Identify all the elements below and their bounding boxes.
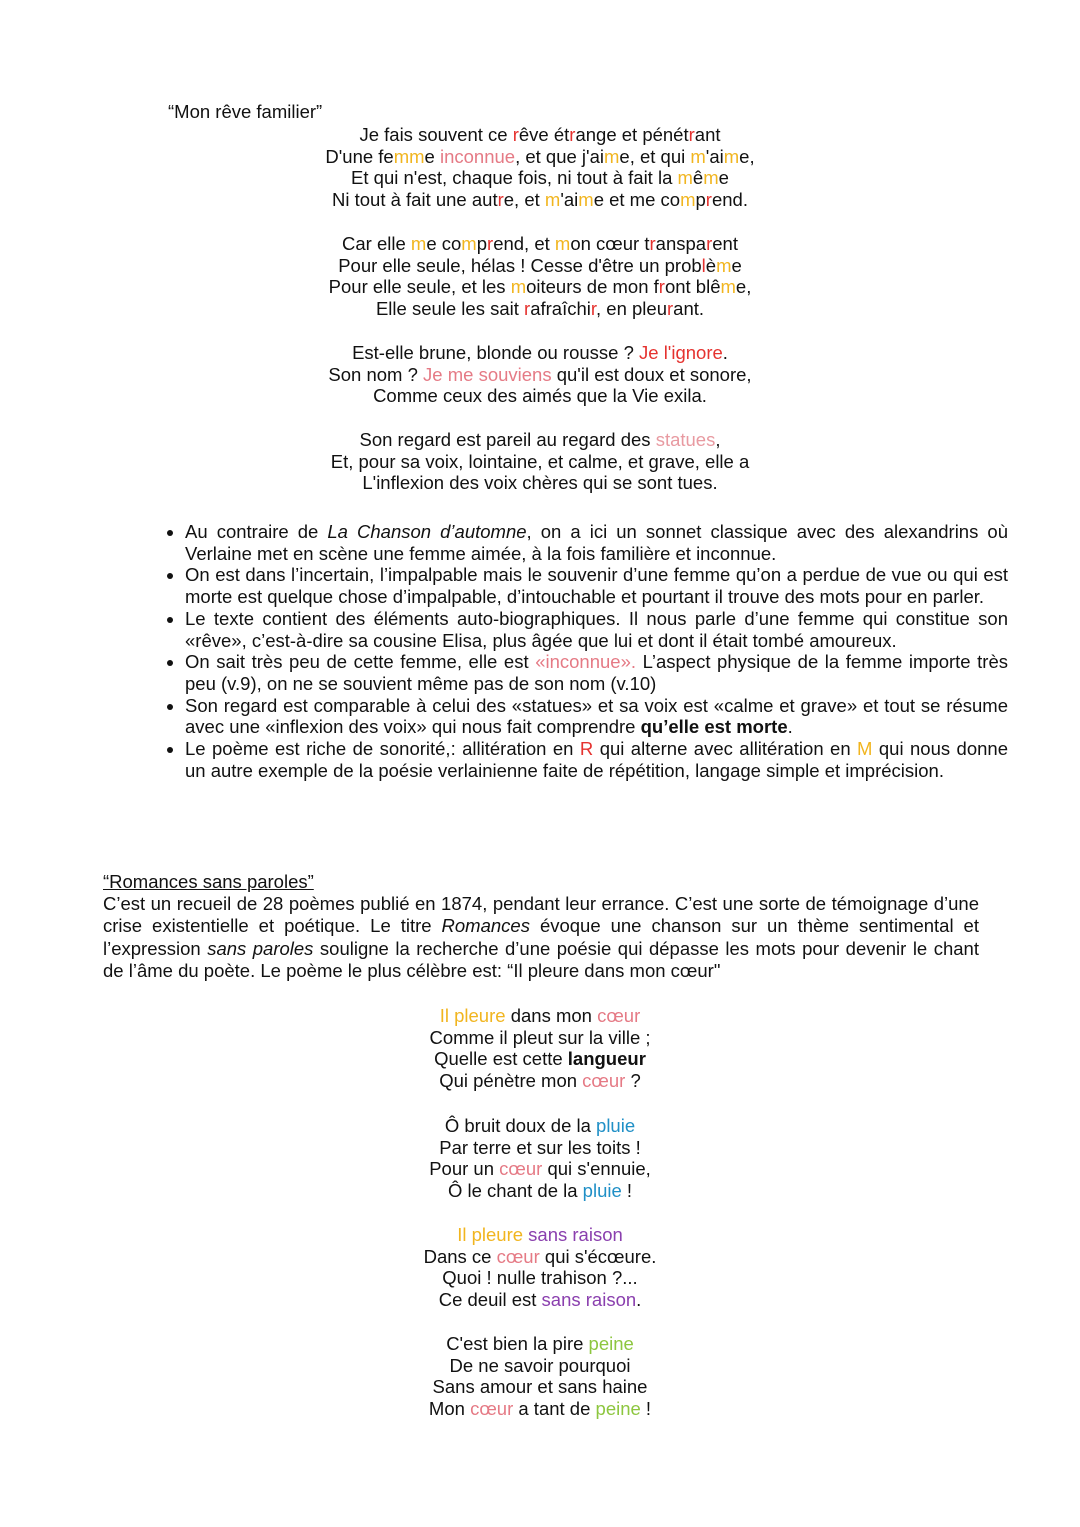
text-run: dans mon: [505, 1005, 598, 1026]
poem-line: [0, 124, 1080, 146]
poem-line: [0, 1398, 1080, 1420]
bullet-item: [185, 695, 1008, 738]
text-run: Comme ceux des aimés que la Vie exila.: [373, 385, 707, 407]
poem-line: [0, 233, 1080, 255]
poem-line: [0, 276, 1080, 298]
text-run: m: [554, 233, 571, 254]
text-run: .: [787, 716, 793, 738]
text-run: Et, pour sa voix, lointaine, et calme, et grave, elle a: [330, 450, 750, 472]
text-run: cœur: [470, 1398, 514, 1420]
text-run: r: [524, 298, 531, 320]
text-run: m: [723, 145, 740, 167]
text-run: Pour un: [429, 1158, 500, 1180]
text-run: m: [680, 189, 696, 211]
text-run: Je me souviens: [423, 363, 552, 385]
text-run: qui nous donne un autre exemple de la poésie verlainienne faite de répétition, langage simple et imprécision.: [185, 738, 1008, 781]
text-run: Son regard est pareil au regard des: [359, 429, 656, 450]
poem-line: [0, 1005, 1080, 1027]
poem-mon-reve-familier-stanza-1: [0, 124, 1080, 211]
poem-line: [0, 1137, 1080, 1159]
text-run: On est dans l’incertain, l’impalpable mais le souvenir d’une femme qu’on a perdue de vue ou qui est morte est quelque chose d’impalpable, d’intouchable et pourtant il trouve des mots pour en parler.: [185, 564, 1008, 608]
text-run: Pour elle seule, et les: [328, 276, 511, 298]
text-run: r: [706, 233, 713, 254]
poem-line: [0, 1158, 1080, 1180]
poem-line: [0, 364, 1080, 386]
text-run: Quelle est cette: [434, 1048, 568, 1070]
bullet-item: [185, 521, 1008, 564]
text-run: r: [590, 298, 597, 320]
text-run: m: [544, 189, 561, 211]
text-run: Car elle: [342, 233, 411, 254]
text-run: r: [667, 298, 674, 320]
text-run: Par terre et sur les toits !: [439, 1136, 641, 1158]
text-run: mm: [393, 145, 425, 167]
text-run: sans raison: [541, 1289, 637, 1311]
poem-line: [0, 1355, 1080, 1377]
text-run: m: [677, 167, 693, 189]
text-run: !: [640, 1398, 652, 1420]
poem-line: [0, 1180, 1080, 1202]
poem-line: [0, 1070, 1080, 1092]
text-run: e: [424, 145, 440, 167]
text-run: afraîchi: [530, 298, 591, 320]
text-run: qu'il est doux et sonore,: [551, 363, 752, 385]
text-run: Quoi ! nulle trahison ?...: [442, 1267, 638, 1289]
text-run: r: [512, 124, 519, 145]
text-run: statues: [655, 429, 716, 450]
text-run: m: [720, 276, 736, 298]
poem-il-pleure-stanza-2: [0, 1115, 1080, 1202]
text-run: end, et: [493, 233, 555, 254]
poem-line: [0, 1246, 1080, 1268]
text-run: Son regard est comparable à celui des «statues» et sa voix est «calme et grave» et tout se résume avec une «inflexion des voix» qui nous fait comprendre: [185, 694, 1008, 738]
text-run: oiteurs de mon f: [526, 276, 659, 298]
poem-line: [0, 167, 1080, 189]
text-run: êve ét: [518, 124, 570, 145]
poem-line: [0, 1048, 1080, 1070]
text-run: Je l'ignore: [639, 342, 723, 363]
text-run: Pour elle seule, hélas ! Cesse d'être un prob: [338, 254, 702, 276]
text-run: Ce deuil est: [438, 1289, 542, 1311]
text-run: m: [716, 254, 732, 276]
bullet-item: [185, 564, 1008, 607]
text-run: Au contraire de: [185, 521, 328, 542]
text-run: Elle seule les sait: [375, 298, 525, 320]
text-run: sans paroles: [207, 937, 314, 959]
poem-il-pleure-stanza-1: [0, 1005, 1080, 1092]
text-run: 'ai: [560, 189, 579, 211]
poem-line: [0, 472, 1080, 494]
text-run: e co: [426, 233, 462, 254]
text-run: D'une fe: [325, 145, 394, 167]
text-run: R: [579, 738, 594, 760]
text-run: .: [636, 1289, 642, 1311]
text-run: ange et pénét: [575, 124, 689, 145]
text-run: end.: [711, 189, 748, 211]
text-run: ,: [715, 429, 721, 450]
text-run: m: [690, 145, 706, 167]
text-run: p: [476, 233, 488, 254]
poem-line: [0, 451, 1080, 473]
text-run: Ni tout à fait une aut: [332, 189, 498, 211]
text-run: Mon: [428, 1398, 471, 1420]
text-run: Romances: [441, 915, 530, 937]
text-run: r: [705, 189, 712, 211]
poem-title-mon-reve-familier: “Mon rêve familier”: [168, 101, 323, 122]
text-run: C'est bien la pire: [446, 1333, 589, 1354]
text-run: qui s'ennuie,: [542, 1158, 651, 1180]
text-run: sans raison: [528, 1224, 623, 1245]
text-run: qui s'écœure.: [539, 1245, 657, 1267]
text-run: L’aspect physique de la femme importe très peu (v.9), on ne se souvient même pas de son nom (v.10): [185, 651, 1008, 694]
section-title-romances-sans-paroles: “Romances sans paroles”: [103, 871, 314, 892]
text-run: langueur: [567, 1048, 646, 1070]
text-run: Le texte contient des éléments auto-biographiques. Il nous parle d’une femme qui constitue son «rêve», c’est-à-dire sa cousine Elisa, plus âgée que lui et dont il était tombé amoureux.: [185, 607, 1008, 651]
text-run: cœur: [597, 1005, 641, 1026]
text-run: p: [695, 189, 706, 211]
text-run: L'inflexion des voix chères qui se sont tues.: [362, 472, 718, 494]
text-run: m: [510, 276, 527, 298]
poem-line: [0, 385, 1080, 407]
text-run: De ne savoir pourquoi: [449, 1354, 631, 1376]
bullet-item: [185, 738, 1008, 781]
text-run: e,: [735, 276, 752, 298]
text-run: ant.: [673, 298, 705, 320]
text-run: , et que j'ai: [515, 145, 604, 167]
text-run: r: [487, 233, 494, 254]
text-run: r: [497, 189, 504, 211]
poem-line: [0, 146, 1080, 168]
poem-mon-reve-familier-stanza-2: [0, 233, 1080, 320]
text-run: è: [705, 254, 717, 276]
text-run: Son nom ?: [328, 363, 424, 385]
text-run: e et me co: [593, 189, 681, 211]
text-run: Ô bruit doux de la: [444, 1115, 597, 1136]
text-run: r: [569, 124, 576, 145]
text-run: qui alterne avec allitération en: [593, 738, 858, 760]
poem-line: [0, 189, 1080, 211]
text-run: r: [649, 233, 656, 254]
text-run: ?: [625, 1070, 641, 1092]
text-run: Est-elle brune, blonde ou rousse ?: [352, 342, 640, 363]
poem-line: [0, 1027, 1080, 1049]
text-run: ont blê: [664, 276, 721, 298]
text-run: C’est un recueil de 28 poèmes publié en 1874, pendant leur errance. C’est une sorte de témoignage d’une crise existentielle et poétique. Le titre: [103, 893, 979, 937]
text-run: r: [658, 276, 665, 298]
text-run: , en pleu: [596, 298, 667, 320]
text-run: cœur: [499, 1158, 543, 1180]
text-run: cœur: [496, 1245, 540, 1267]
poem-line: [0, 1224, 1080, 1246]
bullet-item: [185, 608, 1008, 651]
text-run: a tant de: [513, 1398, 596, 1420]
text-run: Dans ce: [423, 1245, 497, 1267]
text-run: ê: [692, 167, 704, 189]
text-run: !: [621, 1180, 633, 1202]
text-run: m: [461, 233, 477, 254]
text-run: peine: [588, 1333, 634, 1354]
text-run: e: [718, 167, 729, 189]
text-run: anspa: [655, 233, 707, 254]
poem-line: [0, 342, 1080, 364]
analysis-bullet-list: [156, 521, 1008, 781]
poem-il-pleure-stanza-3: [0, 1224, 1080, 1311]
text-run: ent: [712, 233, 738, 254]
text-run: 'ai: [705, 145, 724, 167]
text-run: Sans amour et sans haine: [432, 1376, 648, 1398]
poem-line: [0, 255, 1080, 277]
text-run: on cœur t: [570, 233, 650, 254]
text-run: m: [410, 233, 427, 254]
text-run: Comme il pleut sur la ville ;: [429, 1026, 651, 1048]
text-run: inconnue: [439, 145, 516, 167]
text-run: pluie: [582, 1180, 622, 1202]
text-run: évoque une chanson sur un thème sentimental et l’expression: [103, 915, 979, 959]
poem-mon-reve-familier-stanza-3: [0, 342, 1080, 407]
text-run: Il pleure: [439, 1005, 506, 1026]
text-run: cœur: [582, 1070, 626, 1092]
text-run: Il pleure: [457, 1224, 524, 1245]
text-run: r: [688, 124, 695, 145]
text-run: peine: [595, 1398, 641, 1420]
text-run: Le poème est riche de sonorité,: allitération en: [185, 738, 580, 760]
poem-line: [0, 1115, 1080, 1137]
poem-mon-reve-familier-stanza-4: [0, 429, 1080, 494]
text-run: .: [722, 342, 728, 363]
text-run: La Chanson d’automne: [327, 521, 527, 542]
text-run: e, et qui: [619, 145, 691, 167]
text-run: e, et: [503, 189, 545, 211]
poem-line: [0, 1376, 1080, 1398]
poem-line: [0, 1289, 1080, 1311]
text-run: On sait très peu de cette femme, elle est: [185, 651, 536, 673]
poem-line: [0, 1333, 1080, 1355]
text-run: M: [857, 738, 873, 760]
poem-line: [0, 1267, 1080, 1289]
text-run: e,: [739, 145, 755, 167]
poem-line: [0, 429, 1080, 451]
text-run: Qui pénètre mon: [439, 1070, 583, 1092]
text-run: Et qui n'est, chaque fois, ni tout à fait la: [351, 167, 678, 189]
poem-line: [0, 298, 1080, 320]
text-run: Je fais souvent ce: [359, 124, 513, 145]
text-run: m: [703, 167, 719, 189]
text-run: m: [603, 145, 620, 167]
text-run: qu’elle est morte: [640, 716, 788, 738]
text-run: l: [701, 254, 706, 276]
text-run: m: [578, 189, 594, 211]
romances-intro-paragraph: [103, 893, 979, 983]
text-run: souligne la recherche d’une poésie qui dépasse les mots pour devenir le chant de l’âme du poète. Le poème le plus célèbre est: “Il pleure dans mon cœur": [103, 937, 979, 982]
text-run: e: [731, 254, 742, 276]
poem-il-pleure-stanza-4: [0, 1333, 1080, 1420]
text-run: pluie: [596, 1115, 636, 1136]
text-run: , on a ici un sonnet classique avec des alexandrins où Verlaine met en scène une femme aimée, à la fois familière et inconnue.: [185, 521, 1008, 564]
text-run: Ô le chant de la: [447, 1180, 583, 1202]
bullet-item: [185, 651, 1008, 694]
text-run: «inconnue».: [535, 651, 636, 673]
text-run: ant: [694, 124, 721, 145]
